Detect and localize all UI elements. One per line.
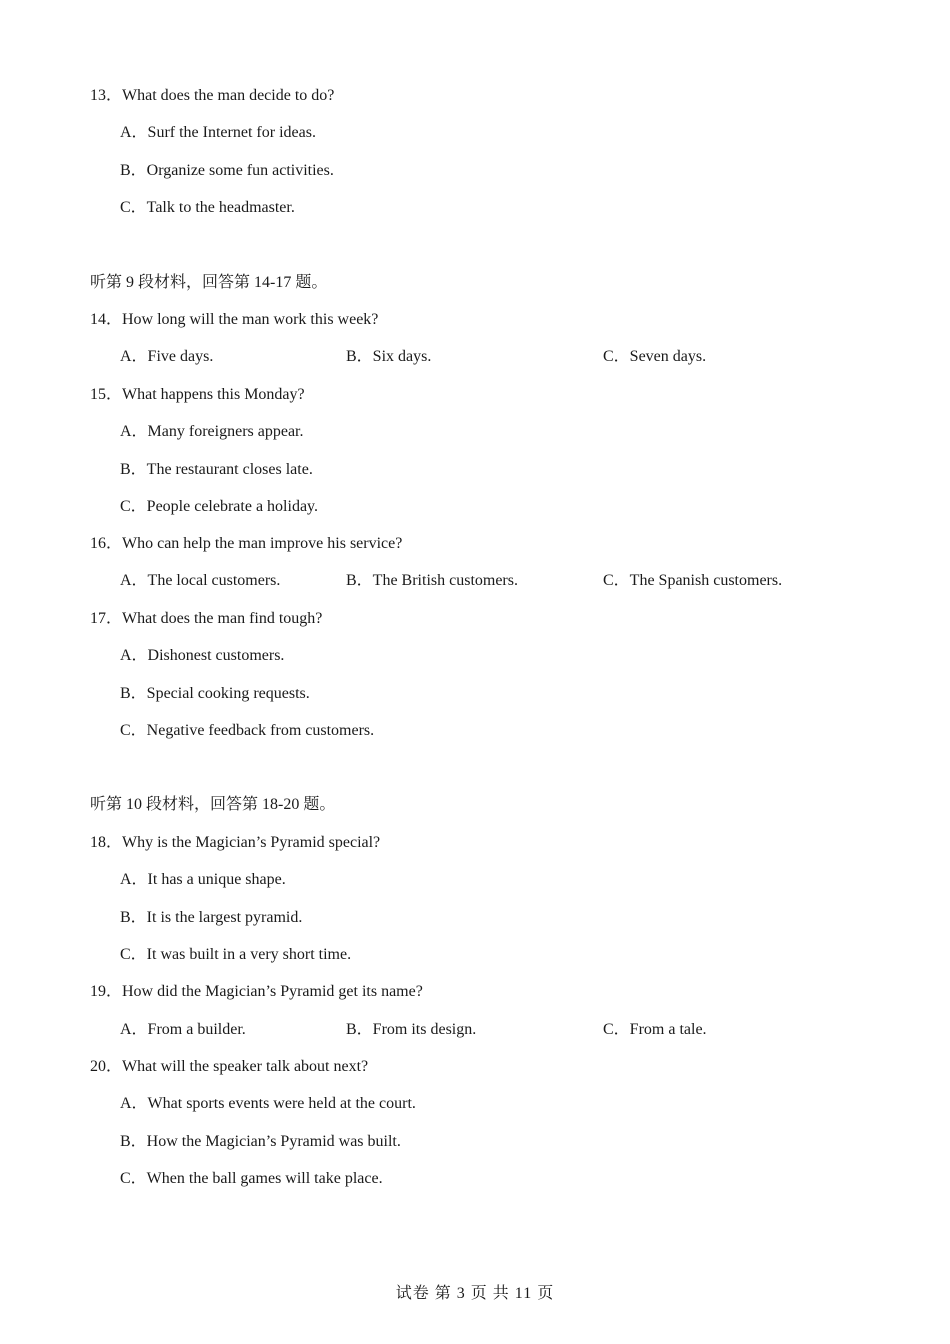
question-13-option-a: A．Surf the Internet for ideas.: [120, 124, 316, 141]
question-14-option-c: C．Seven days.: [603, 348, 707, 365]
question-16-option-a: A．The local customers.: [120, 572, 281, 589]
question-20-option-a: A．What sports events were held at the court.: [120, 1095, 416, 1112]
question-19-option-b: B．From its design.: [346, 1021, 477, 1038]
question-17-option-b: B．Special cooking requests.: [120, 685, 310, 702]
question-19-stem: 19．How did the Magician’s Pyramid get its name?: [90, 983, 423, 1000]
question-14-stem: 14．How long will the man work this week?: [90, 311, 379, 328]
question-15-stem: 15．What happens this Monday?: [90, 386, 305, 403]
question-19-option-c: C．From a tale.: [603, 1021, 707, 1038]
question-19-option-a: A．From a builder.: [120, 1021, 246, 1038]
question-15-option-b: B．The restaurant closes late.: [120, 461, 313, 478]
question-20-option-c: C．When the ball games will take place.: [120, 1170, 383, 1187]
section-heading-9: 听第 9 段材料，回答第 14-17 题。: [90, 274, 328, 291]
question-13-stem: 13．What does the man decide to do?: [90, 87, 335, 104]
question-14-option-b: B．Six days.: [346, 348, 432, 365]
question-15-option-c: C．People celebrate a holiday.: [120, 498, 319, 515]
question-18-option-a: A．It has a unique shape.: [120, 871, 286, 888]
question-17-stem: 17．What does the man find tough?: [90, 610, 323, 627]
question-18-stem: 18．Why is the Magician’s Pyramid special?: [90, 834, 381, 851]
question-13-option-b: B．Organize some fun activities.: [120, 162, 334, 179]
question-13-option-c: C．Talk to the headmaster.: [120, 199, 295, 216]
question-20-stem: 20．What will the speaker talk about next?: [90, 1058, 369, 1075]
question-17-option-a: A．Dishonest customers.: [120, 647, 285, 664]
question-16-option-c: C．The Spanish customers.: [603, 572, 783, 589]
question-17-option-c: C．Negative feedback from customers.: [120, 722, 375, 739]
question-16-stem: 16．Who can help the man improve his service?: [90, 535, 403, 552]
question-18-option-b: B．It is the largest pyramid.: [120, 909, 303, 926]
question-18-option-c: C．It was built in a very short time.: [120, 946, 352, 963]
question-20-option-b: B．How the Magician’s Pyramid was built.: [120, 1133, 401, 1150]
question-16-option-b: B．The British customers.: [346, 572, 518, 589]
section-heading-10: 听第 10 段材料，回答第 18-20 题。: [90, 796, 336, 813]
question-15-option-a: A．Many foreigners appear.: [120, 423, 304, 440]
page-footer: 试卷 第 3 页 共 11 页: [395, 1285, 555, 1302]
question-14-option-a: A．Five days.: [120, 348, 214, 365]
